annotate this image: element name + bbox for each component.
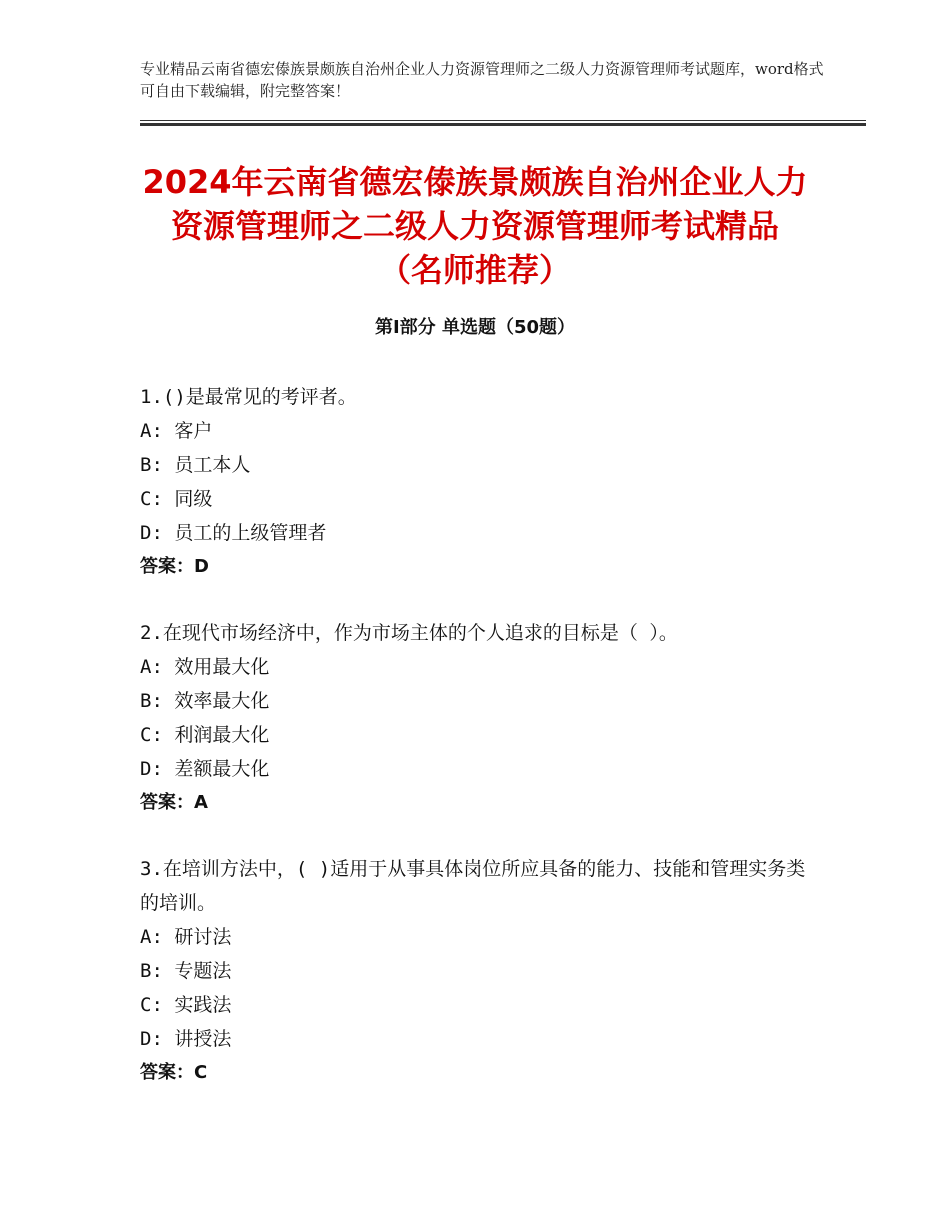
question-stem: 1.()是最常见的考评者。 <box>140 386 357 408</box>
option-a: A: 客户 <box>140 420 213 442</box>
answer-label: 答案：A <box>140 792 208 813</box>
question-2 <box>140 616 820 820</box>
option-b: B: 专题法 <box>140 960 232 982</box>
question-list <box>140 380 820 1122</box>
option-c: C: 同级 <box>140 488 213 510</box>
option-a: A: 效用最大化 <box>140 656 270 678</box>
option-a: A: 研讨法 <box>140 926 232 948</box>
option-d: D: 差额最大化 <box>140 758 270 780</box>
option-d: D: 员工的上级管理者 <box>140 522 327 544</box>
option-c: C: 利润最大化 <box>140 724 270 746</box>
document-title: 2024年云南省德宏傣族景颇族自治州企业人力资源管理师之二级人力资源管理师考试精品（名师推荐） <box>142 163 808 289</box>
header-note: 专业精品云南省德宏傣族景颇族自治州企业人力资源管理师之二级人力资源管理师考试题库，word格式可自由下载编辑，附完整答案！ <box>140 60 824 100</box>
option-d: D: 讲授法 <box>140 1028 232 1050</box>
option-b: B: 员工本人 <box>140 454 251 476</box>
option-c: C: 实践法 <box>140 994 232 1016</box>
answer-label: 答案：D <box>140 556 209 577</box>
question-stem: 2.在现代市场经济中，作为市场主体的个人追求的目标是（ ）。 <box>140 622 678 644</box>
question-stem: 3.在培训方法中，( )适用于从事具体岗位所应具备的能力、技能和管理实务类的培训。 <box>140 858 806 914</box>
question-3 <box>140 852 820 1090</box>
option-b: B: 效率最大化 <box>140 690 270 712</box>
header-divider-thin <box>140 120 866 121</box>
question-1 <box>140 380 820 584</box>
header-divider-thick <box>140 123 866 126</box>
section-heading: 第Ⅰ部分 单选题（50题） <box>374 317 575 338</box>
answer-label: 答案：C <box>140 1062 208 1083</box>
